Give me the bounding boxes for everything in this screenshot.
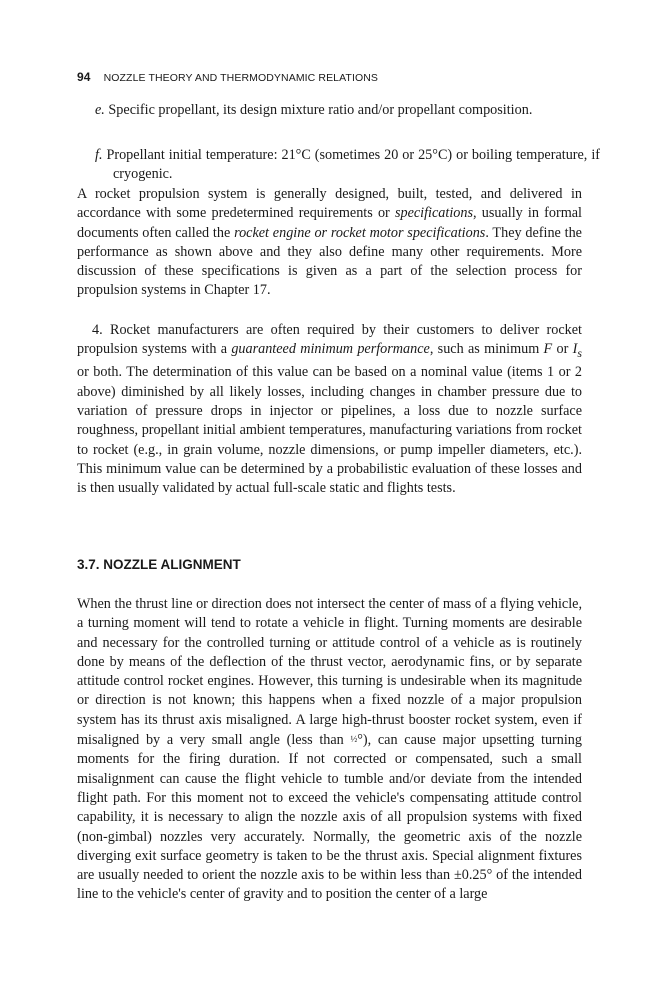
para1-term-engine-specifications: rocket engine or rocket motor specifications bbox=[234, 224, 486, 241]
list-item-e-label: e. bbox=[95, 102, 105, 118]
list-item-f-text: Propellant initial temperature: 21°C (sometimes 20 or 25°C) or boiling temperature, if cryogenic. bbox=[106, 147, 600, 183]
running-title: NOZZLE THEORY AND THERMODYNAMIC RELATIONS bbox=[103, 72, 379, 84]
para3-text-a: When the thrust line or direction does not intersect the center of mass of a flying vehicle, a turning moment will tend to rotate a vehicle in flight. Turning moments are desirable and necessary for the controlled turning or attitude control of a vehicle as is routinely done by means of the deflection of the thrust vector, aerodynamic fins, or by separate attitude control rocket engines. However, this turning is undesirable when its magnitude or direction is not known; this happens when a fixed nozzle of a major propulsion system has its thrust axis misaligned. A large high-thrust booster rocket system, even if misaligned by a very small angle (less than bbox=[77, 596, 582, 749]
para3-text-b: °), can cause major upsetting turning moments for the firing duration. If not corrected or compensated, such a small misalignment can cause the flight vehicle to tumble and/or deviate from the intended flight path. For this moment not to exceed the vehicle's compensating attitude control capability, it is necessary to align the nozzle axis of all propulsion systems with fixed (non-gimbal) nozzles very accurately. Normally, the geometric axis of the nozzle diverging exit surface geometry is taken to be the thrust axis. Special alignment fixtures are usually needed to orient the nozzle axis to be within less than ±0.25° of the intended line to the vehicle's center of gravity and to position the center of a large bbox=[77, 732, 582, 903]
para1-term-specifications: specifications bbox=[394, 205, 473, 222]
paragraph-guaranteed-performance bbox=[77, 321, 582, 499]
paragraph-nozzle-alignment bbox=[77, 595, 582, 905]
para2-text-a: 4. Rocket manufacturers are often required by their customers to deliver rocket propulsion systems with a bbox=[77, 322, 582, 358]
section-heading: 3.7. NOZZLE ALIGNMENT bbox=[77, 557, 241, 572]
para2-symbol-I: I bbox=[572, 341, 578, 358]
para1-text-e: . They define the performance as shown above and they also define many other requirements. More discussion of these specifications is given as a part of the selection process for propulsion systems in Chapter 17. bbox=[77, 224, 582, 299]
para1-text-c: , usually in formal documents often called the bbox=[77, 205, 582, 241]
list-item-f-label: f. bbox=[95, 147, 103, 163]
list-item-f bbox=[95, 146, 600, 185]
para3-fraction: ½ bbox=[350, 734, 358, 745]
para2-text-c: , such as minimum bbox=[429, 341, 544, 358]
list-item-e bbox=[95, 101, 600, 120]
page-number: 94 bbox=[77, 70, 91, 84]
para2-subscript-s: s bbox=[577, 346, 582, 361]
para2-text-d: or bbox=[552, 341, 573, 358]
paragraph-specifications bbox=[77, 185, 582, 301]
para2-symbol-F: F bbox=[543, 341, 553, 358]
list-item-e-text: Specific propellant, its design mixture ratio and/or propellant composition. bbox=[108, 102, 533, 118]
running-header bbox=[77, 70, 597, 84]
para2-symbol-Is bbox=[572, 341, 582, 361]
para1-text-a: A rocket propulsion system is generally designed, built, tested, and delivered in accordance with some predetermined requirements or bbox=[77, 186, 582, 222]
para2-term-guaranteed: guaranteed minimum performance bbox=[231, 341, 430, 358]
para2-text-e: or both. The determination of this value can be based on a nominal value (items 1 or 2 above) diminished by all likely losses, including changes in chamber pressure due to variation of pressure drops in injector or pipelines, a loss due to nozzle surface roughness, propellant initial ambient temperatures, manufacturing variations from rocket to rocket (e.g., in grain volume, nozzle dimensions, or pump impeller diameters, etc.). This minimum value can be determined by a probabilistic evaluation of these losses and is then usually validated by actual full-scale static and flights tests. bbox=[77, 364, 582, 497]
